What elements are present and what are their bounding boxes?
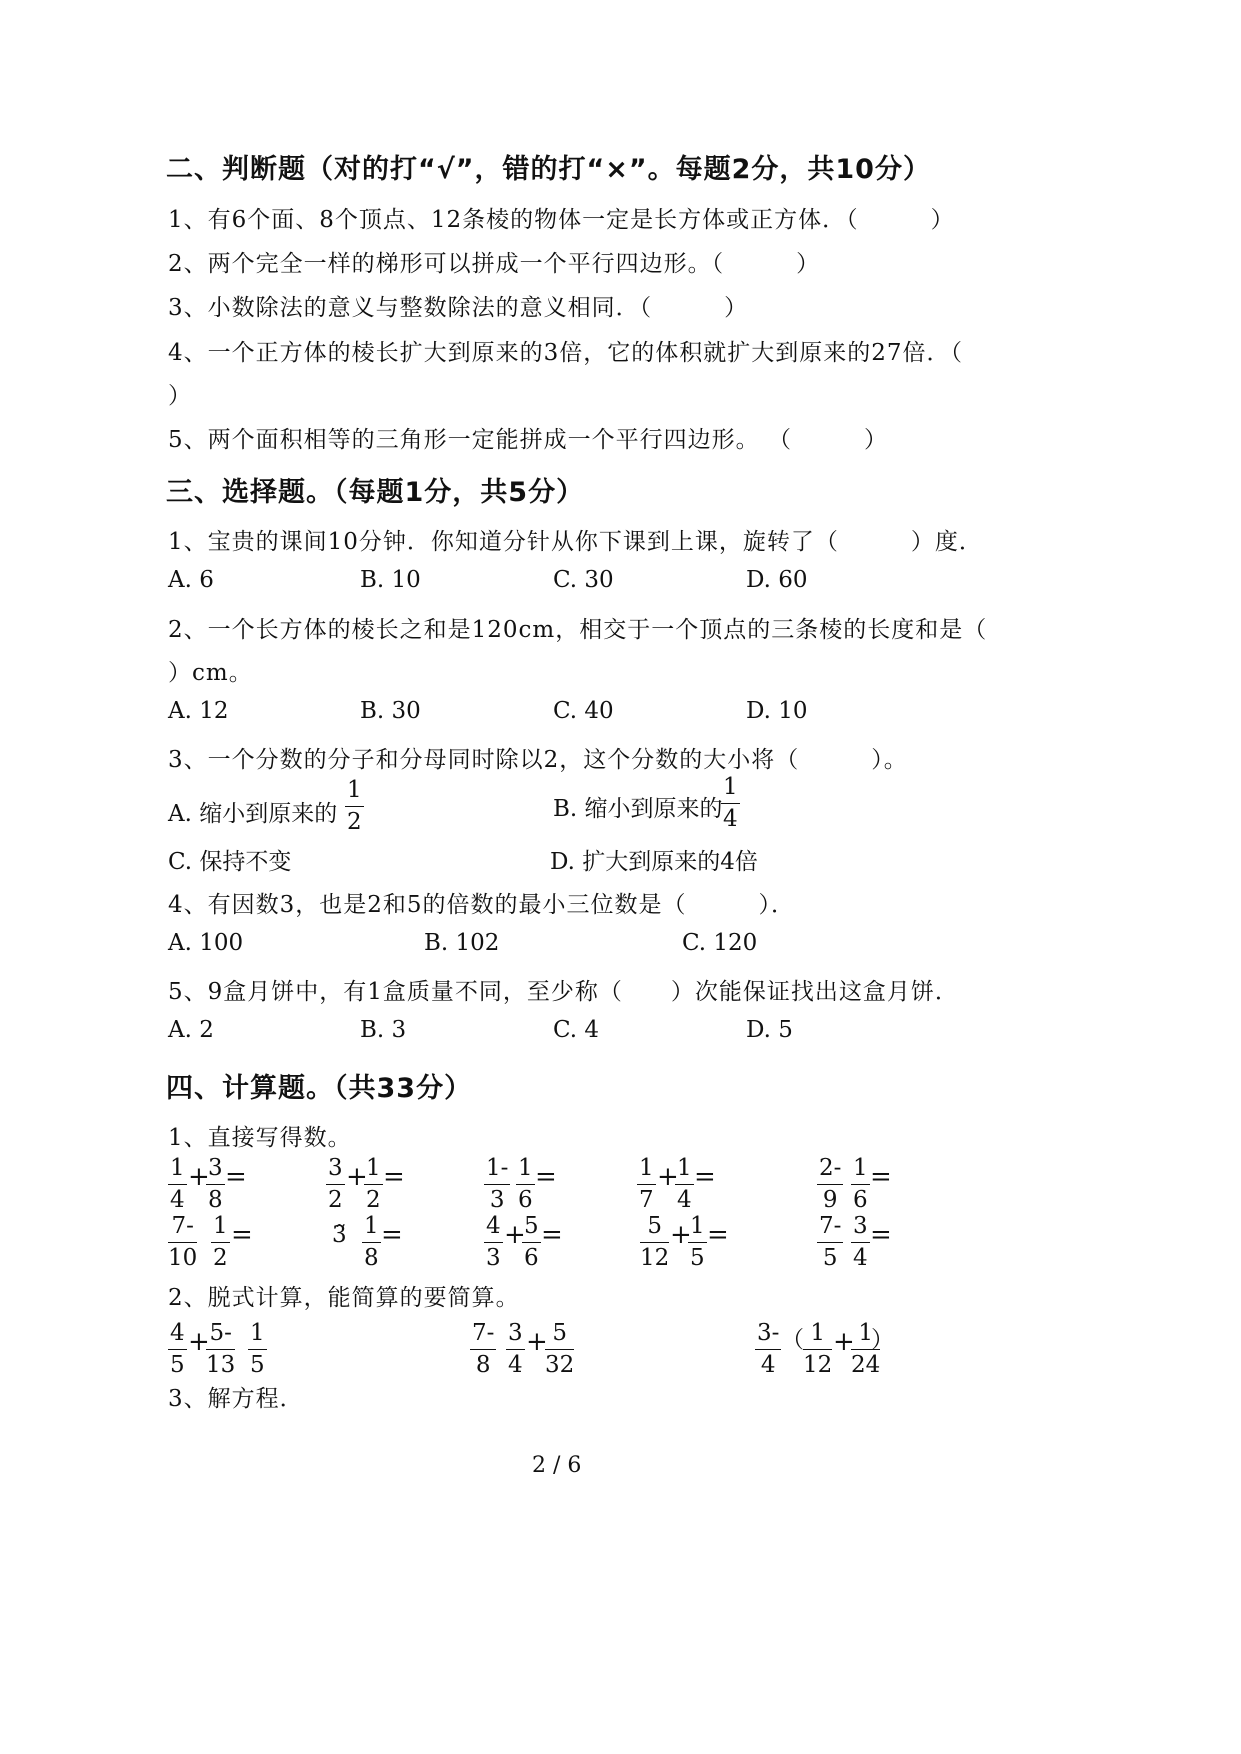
fraction: $\frac{1}{2}$ xyxy=(366,1155,381,1213)
equals-sign: = xyxy=(225,1162,247,1192)
equals-sign: = xyxy=(541,1220,563,1250)
plus-sign: + xyxy=(657,1162,679,1192)
s2-question-2: 2、两个完全一样的梯形可以拼成一个平行四边形。（ ） xyxy=(168,251,821,277)
fraction: $\frac{1}{6}$ xyxy=(853,1155,868,1213)
plus-sign: + xyxy=(504,1220,526,1250)
s3-q1-option-b: B. 10 xyxy=(360,567,421,593)
fraction: $\frac{3}{2}$ xyxy=(328,1155,343,1213)
s2-question-3: 3、小数除法的意义与整数除法的意义相同．（ ） xyxy=(168,295,749,321)
fraction: $\frac{1}{4}$ xyxy=(677,1155,692,1213)
s2-question-5: 5、两个面积相等的三角形一定能拼成一个平行四边形。 （ ） xyxy=(168,427,888,453)
equals-sign: = xyxy=(870,1162,892,1192)
section-4-title: 四、计算题。（共33分） xyxy=(166,1073,473,1104)
left-paren: （ xyxy=(781,1327,804,1353)
fraction: $\frac{7-}{5}$ xyxy=(819,1213,842,1271)
s3-question-5: 5、9盒月饼中，有1盒质量不同，至少称（ ）次能保证找出这盒月饼． xyxy=(168,979,959,1005)
fraction: $\frac{3-}{4}$ xyxy=(757,1320,780,1378)
plus-sign: + xyxy=(670,1220,692,1250)
fraction: $\frac{3}{4}$ xyxy=(508,1320,523,1378)
s3-question-1: 1、宝贵的课间10分钟．你知道分针从你下课到上课，旋转了（ ）度． xyxy=(168,529,983,555)
plus-sign: + xyxy=(833,1327,855,1357)
fraction: $\frac{1}{12}$ xyxy=(803,1320,833,1378)
s3-q3-option-b: B. 缩小到原来的 xyxy=(553,796,723,822)
fraction: $\frac{3}{8}$ xyxy=(208,1155,223,1213)
fraction: $\frac{1}{4}$ xyxy=(170,1155,185,1213)
equals-sign: = xyxy=(381,1220,403,1250)
plus-sign: + xyxy=(346,1162,368,1192)
equals-sign: = xyxy=(383,1162,405,1192)
equals-sign: = xyxy=(231,1220,253,1250)
s3-question-2-cont: ）cm。 xyxy=(168,660,253,686)
whole-number: 3̃ xyxy=(332,1222,347,1248)
fraction: $\frac{1}{6}$ xyxy=(518,1155,533,1213)
s3-q4-option-c: C. 120 xyxy=(682,930,758,956)
fraction-1-2: $\frac{1}{2}$ xyxy=(347,777,362,835)
s3-q2-option-b: B. 30 xyxy=(360,698,421,724)
s3-q4-option-a: A. 100 xyxy=(168,930,244,956)
s2-question-4-cont: ） xyxy=(168,383,192,409)
equals-sign: = xyxy=(535,1162,557,1192)
s3-question-4: 4、有因数3，也是2和5的倍数的最小三位数是（ ）． xyxy=(168,892,796,918)
s3-q5-option-a: A. 2 xyxy=(168,1017,214,1043)
s3-q5-option-c: C. 4 xyxy=(553,1017,600,1043)
fraction: $\frac{1}{7}$ xyxy=(639,1155,654,1213)
plus-sign: + xyxy=(188,1327,210,1357)
fraction: $\frac{4}{5}$ xyxy=(170,1320,185,1378)
s3-q3-option-c: C. 保持不变 xyxy=(168,849,292,875)
fraction: $\frac{2-}{9}$ xyxy=(819,1155,842,1213)
s3-q1-option-c: C. 30 xyxy=(553,567,614,593)
fraction: $\frac{1}{5}$ xyxy=(690,1213,705,1271)
s3-question-2: 2、一个长方体的棱长之和是120cm，相交于一个顶点的三条棱的长度和是（ xyxy=(168,617,988,643)
equals-sign: = xyxy=(694,1162,716,1192)
fraction: $\frac{5}{32}$ xyxy=(545,1320,575,1378)
s4-question-1: 1、直接写得数。 xyxy=(168,1125,352,1151)
fraction: $\frac{1-}{3}$ xyxy=(486,1155,509,1213)
fraction: $\frac{1}{5}$ xyxy=(250,1320,265,1378)
fraction: $\frac{3}{4}$ xyxy=(853,1213,868,1271)
s3-q3-option-a: A. 缩小到原来的 xyxy=(168,801,338,827)
s3-question-3: 3、一个分数的分子和分母同时除以2，这个分数的大小将（ ）。 xyxy=(168,747,908,773)
fraction: $\frac{4}{3}$ xyxy=(486,1213,501,1271)
s3-q3-option-d: D. 扩大到原来的4倍 xyxy=(550,849,758,875)
equals-sign: = xyxy=(707,1220,729,1250)
page-number: 2 / 6 xyxy=(532,1453,582,1478)
s3-q1-option-a: A. 6 xyxy=(168,567,214,593)
s2-question-1: 1、有6个面、8个顶点、12条棱的物体一定是长方体或正方体．（ ） xyxy=(168,207,955,233)
fraction: $\frac{7-}{8}$ xyxy=(472,1320,495,1378)
right-paren: ） xyxy=(871,1327,894,1353)
s3-q2-option-c: C. 40 xyxy=(553,698,614,724)
s3-q5-option-b: B. 3 xyxy=(360,1017,407,1043)
section-3-title: 三、选择题。（每题1分，共5分） xyxy=(166,477,585,508)
fraction: $\frac{1}{8}$ xyxy=(364,1213,379,1271)
fraction: $\frac{5}{12}$ xyxy=(640,1213,670,1271)
s3-q4-option-b: B. 102 xyxy=(424,930,500,956)
plus-sign: + xyxy=(526,1327,548,1357)
plus-sign: + xyxy=(188,1162,210,1192)
s3-q2-option-d: D. 10 xyxy=(746,698,808,724)
fraction-1-4: $\frac{1}{4}$ xyxy=(723,774,738,832)
fraction: $\frac{7-}{10}$ xyxy=(168,1213,198,1271)
fraction: $\frac{1}{2}$ xyxy=(213,1213,228,1271)
s4-question-2: 2、脱式计算，能简算的要简算。 xyxy=(168,1285,520,1311)
section-2-title: 二、判断题（对的打“√”，错的打“×”。每题2分，共10分） xyxy=(166,154,931,185)
s3-q2-option-a: A. 12 xyxy=(168,698,229,724)
fraction: $\frac{5-}{13}$ xyxy=(206,1320,236,1378)
fraction: $\frac{1}{24}$ xyxy=(851,1320,881,1378)
s3-q5-option-d: D. 5 xyxy=(746,1017,793,1043)
s2-question-4: 4、一个正方体的棱长扩大到原来的3倍，它的体积就扩大到原来的27倍．（ xyxy=(168,340,964,366)
equals-sign: = xyxy=(870,1220,892,1250)
fraction: $\frac{5}{6}$ xyxy=(524,1213,539,1271)
s4-question-3: 3、解方程． xyxy=(168,1386,304,1412)
s3-q1-option-d: D. 60 xyxy=(746,567,808,593)
